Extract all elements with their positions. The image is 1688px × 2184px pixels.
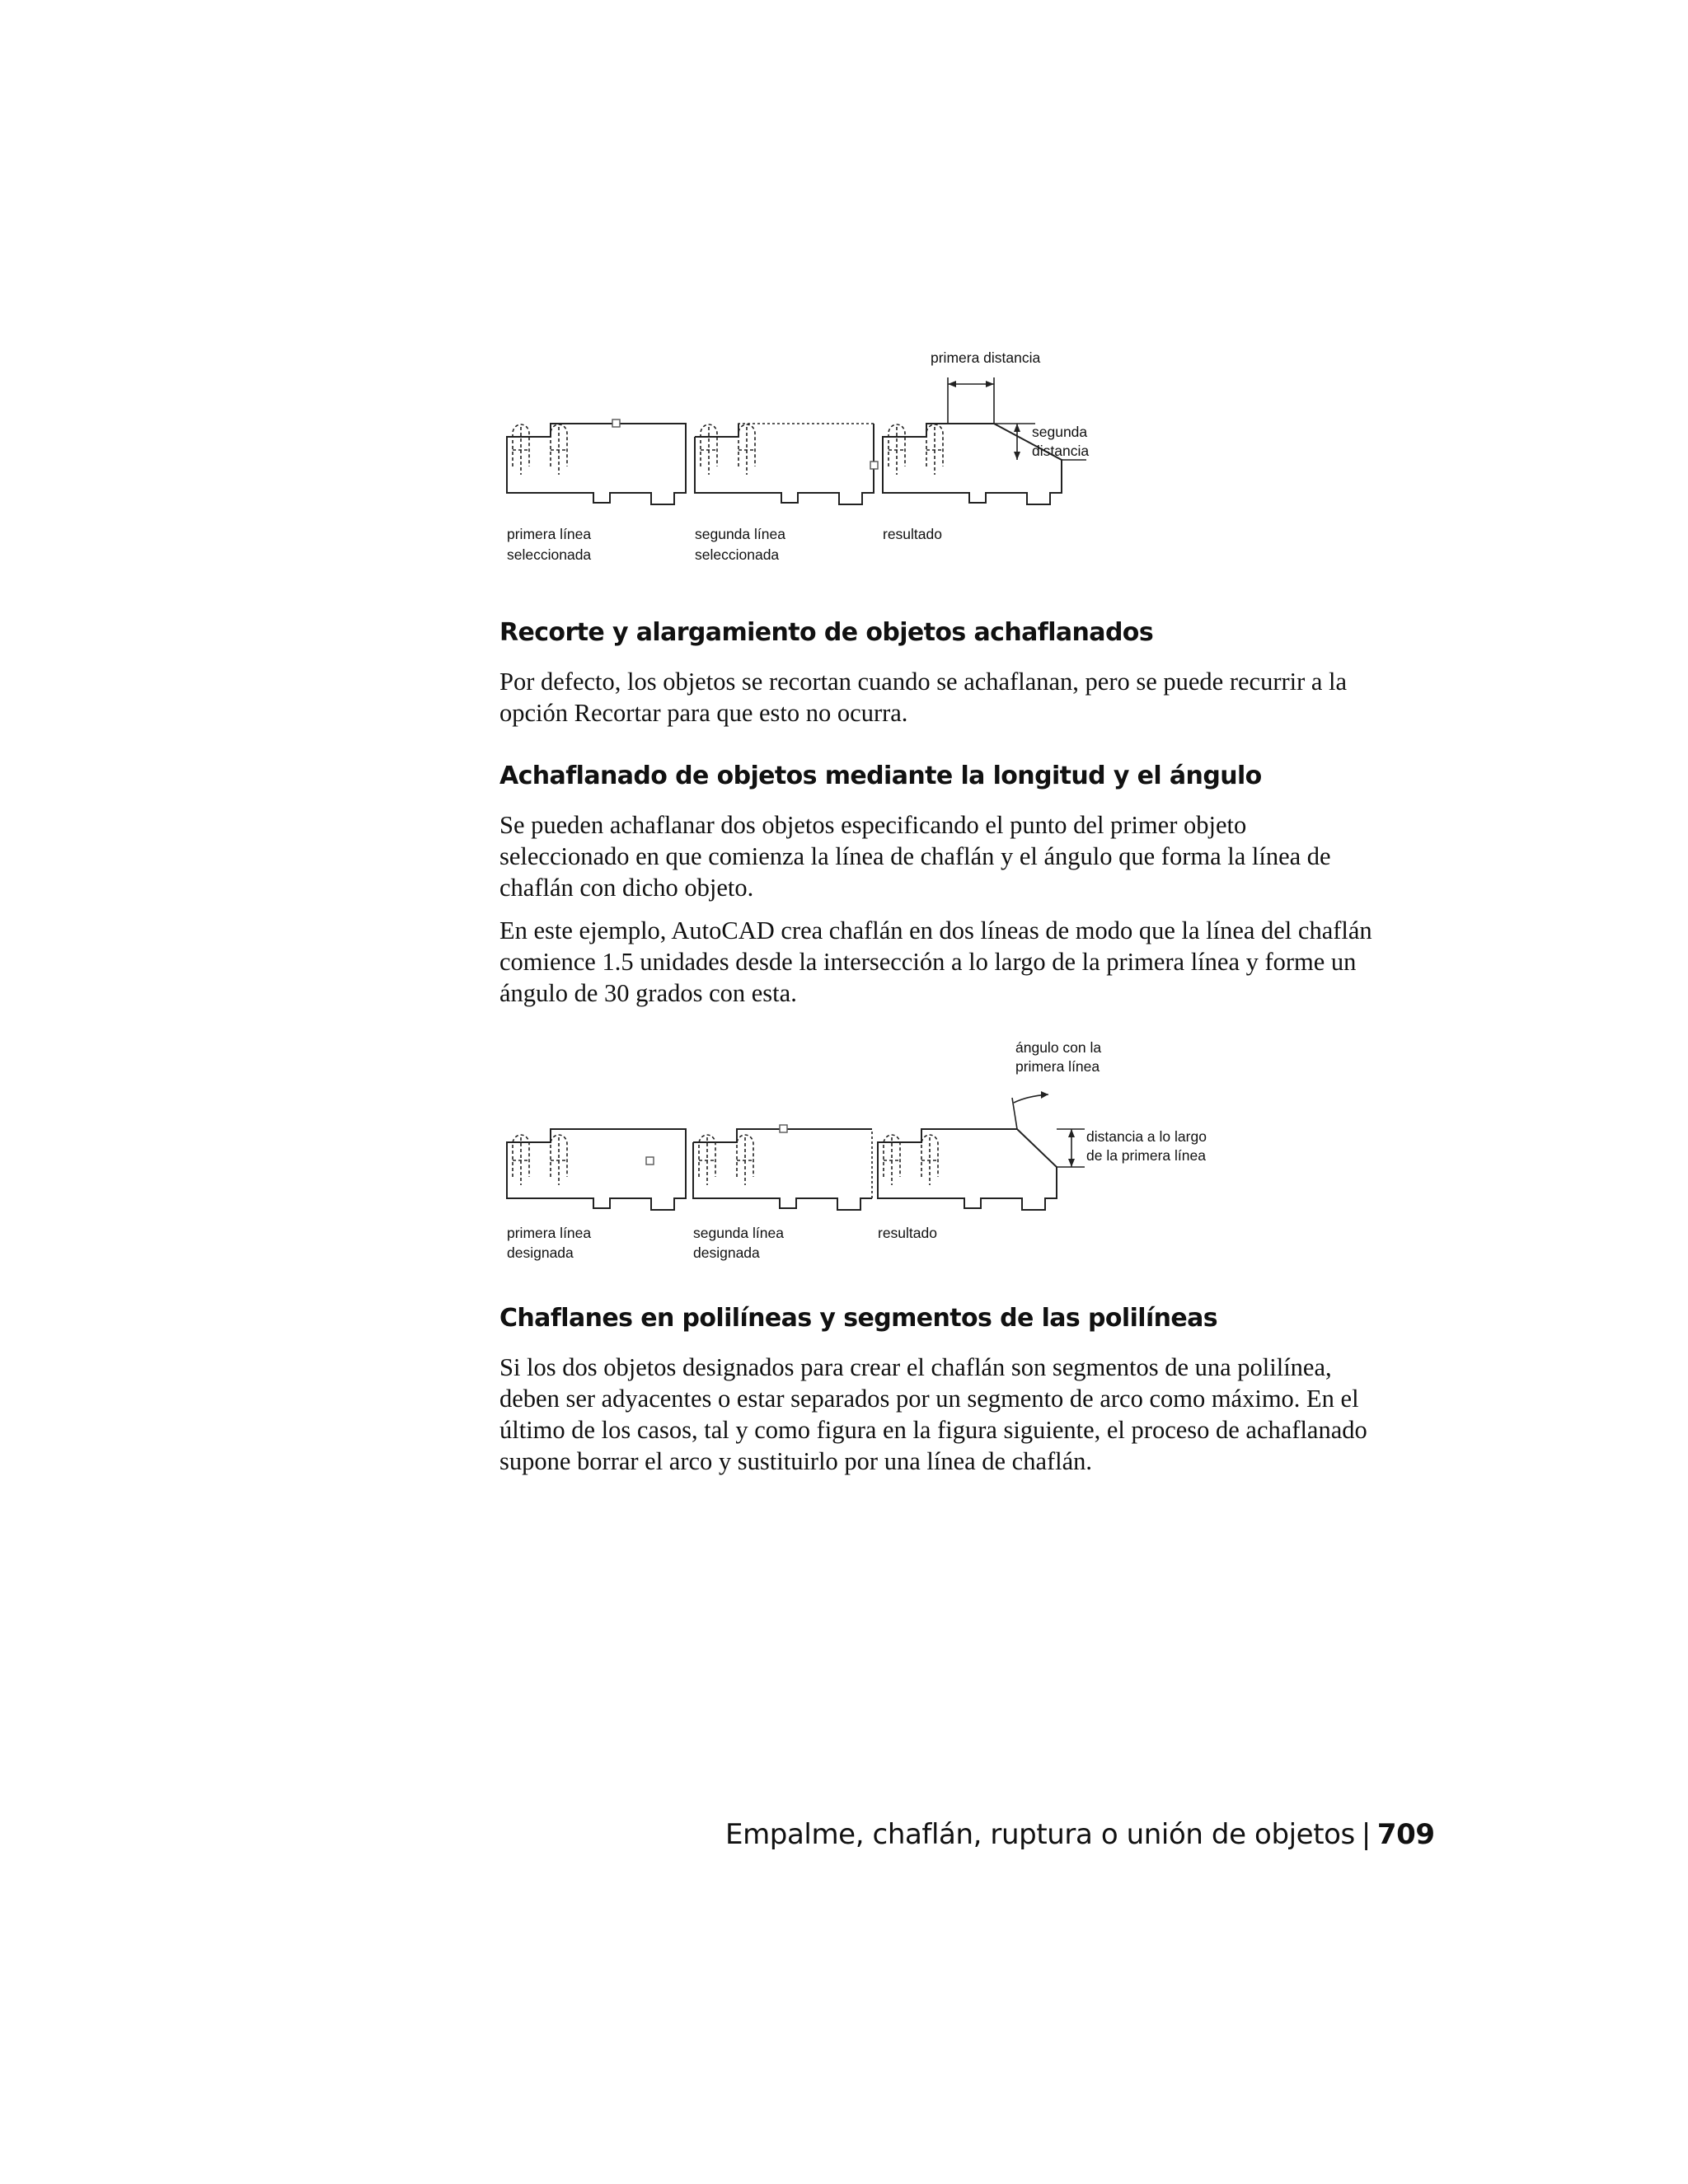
panel-first-line-designated <box>507 1129 686 1261</box>
figure-chamfer-length-angle <box>495 1038 1220 1277</box>
panel-second-line-designated <box>693 1125 872 1261</box>
fig2-panel2-line2: designada <box>693 1244 760 1261</box>
panel-result <box>883 349 1089 542</box>
panel-result <box>878 1039 1207 1241</box>
fig2-panel1-line1: primera línea <box>507 1225 592 1241</box>
footer-chapter-title: Empalme, chaflán, ruptura o unión de objetos <box>725 1818 1355 1851</box>
fig1-panel1-line1: primera línea <box>507 526 592 542</box>
fig1-panel1-line2: seleccionada <box>507 546 592 563</box>
footer-separator: | <box>1361 1818 1371 1851</box>
fig1-panel2-line2: seleccionada <box>695 546 780 563</box>
page-number: 709 <box>1376 1818 1435 1851</box>
fig2-panel3-label: resultado <box>878 1225 937 1241</box>
section-heading: Recorte y alargamiento de objetos achaflanados <box>499 618 1154 647</box>
fig1-second-distance-2: distancia <box>1032 443 1090 459</box>
paragraph: Por defecto, los objetos se recortan cuando se achaflanan, pero se puede recurrir a la opción Recortar para que esto no ocurra. <box>499 668 1348 727</box>
fig1-panel3-label: resultado <box>883 526 942 542</box>
fig2-angle-2: primera línea <box>1015 1058 1100 1075</box>
fig1-first-distance: primera distancia <box>931 349 1041 366</box>
section-length-angle <box>499 762 1373 1009</box>
fig2-panel2-line1: segunda línea <box>693 1225 784 1241</box>
fig2-angle-1: ángulo con la <box>1015 1039 1102 1056</box>
section-heading: Achaflanado de objetos mediante la longitud y el ángulo <box>499 762 1262 790</box>
section-polyline-chamfer <box>499 1304 1373 1477</box>
section-trim-chamfer <box>499 618 1373 729</box>
fig2-distance-1: distancia a lo largo <box>1086 1128 1207 1145</box>
fig1-second-distance-1: segunda <box>1032 424 1088 440</box>
page-footer <box>725 1818 1435 1851</box>
panel-second-line-selected <box>695 424 878 563</box>
panel-first-line-selected <box>507 419 686 563</box>
paragraph: En este ejemplo, AutoCAD crea chaflán en dos líneas de modo que la línea del chaflán comience 1.5 unidades desde la intersección a lo largo de la primera línea y forme un ángulo de 30 grados con esta. <box>499 916 1372 1007</box>
section-heading: Chaflanes en polilíneas y segmentos de las polilíneas <box>499 1304 1218 1333</box>
paragraph: Si los dos objetos designados para crear el chaflán son segmentos de una polilínea, deben ser adyacentes o estar separados por un segmento de arco como máximo. En el último de los casos, tal y como figura en la figura siguiente, el proceso de achaflanado supone borrar el arco y sustituirlo por una línea de chaflán. <box>499 1353 1367 1475</box>
fig2-panel1-line2: designada <box>507 1244 574 1261</box>
fig1-panel2-line1: segunda línea <box>695 526 785 542</box>
fig2-distance-2: de la primera línea <box>1086 1147 1206 1164</box>
figure-chamfer-distances <box>495 344 1170 575</box>
paragraph: Se pueden achaflanar dos objetos especificando el punto del primer objeto seleccionado en que comienza la línea de chaflán y el ángulo que forma la línea de chaflán con dicho objeto. <box>499 811 1331 902</box>
